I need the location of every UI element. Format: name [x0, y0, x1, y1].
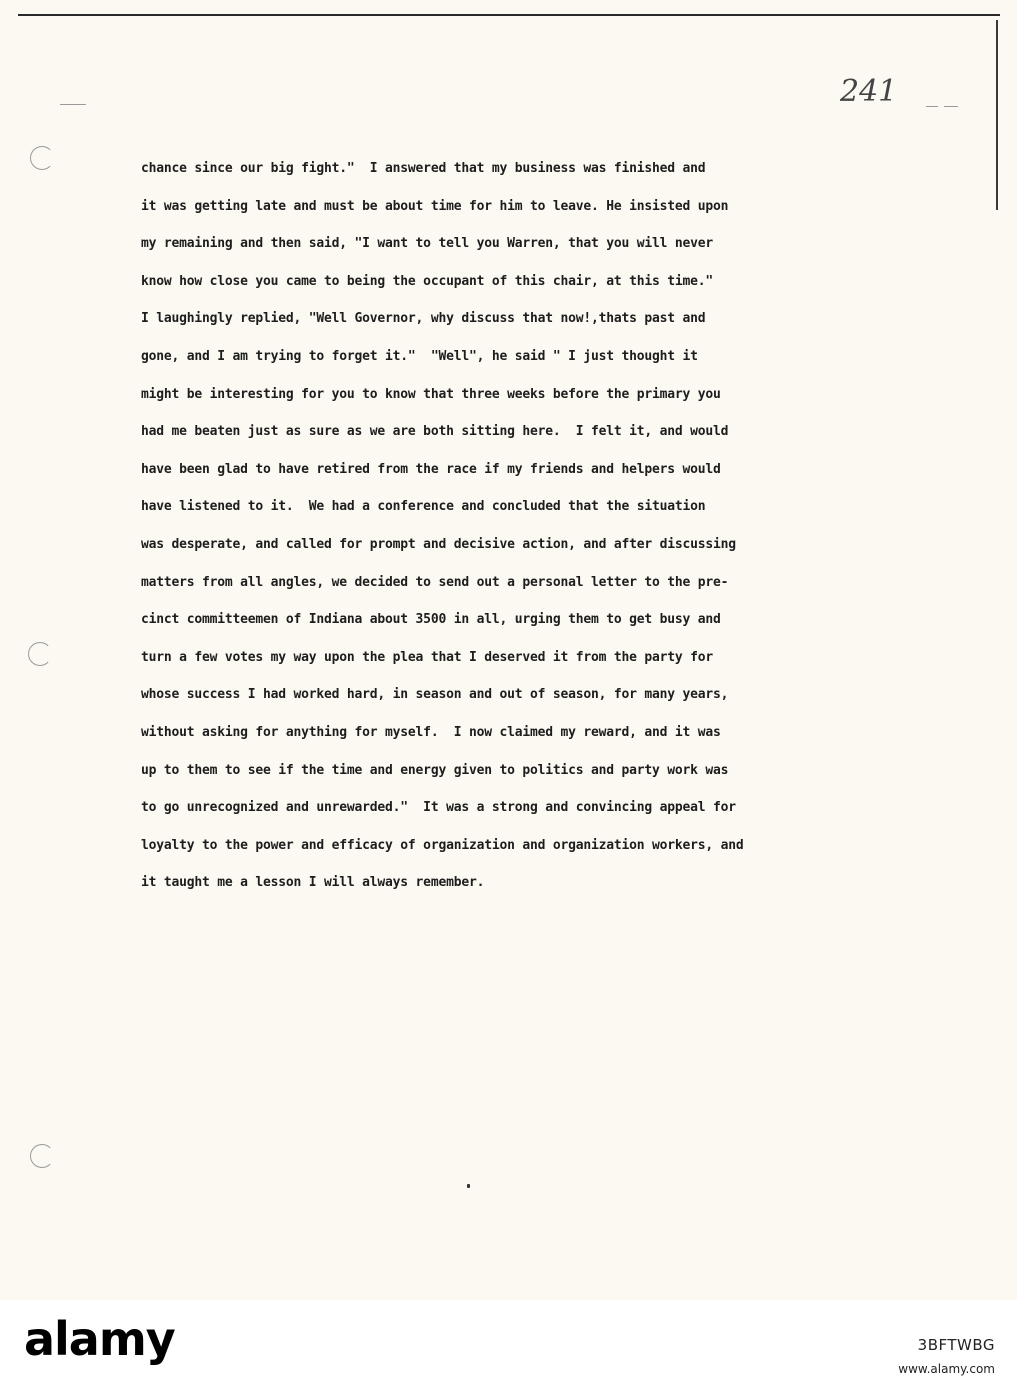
text-line: up to them to see if the time and energy given to politics and party work was	[141, 762, 729, 778]
text-line: cinct committeemen of Indiana about 3500 in all, urging them to get busy and	[141, 612, 721, 628]
margin-mark	[944, 106, 958, 107]
footer-url: www.alamy.com	[898, 1362, 995, 1376]
stray-ink-mark	[467, 1184, 470, 1188]
text-line: my remaining and then said, "I want to tell you Warren, that you will never	[141, 236, 713, 252]
text-line: gone, and I am trying to forget it." "Well", he said " I just thought it	[141, 348, 698, 364]
text-line: chance since our big fight." I answered that my business was finished and	[141, 161, 706, 176]
text-line: turn a few votes my way upon the plea that I deserved it from the party for	[141, 649, 713, 665]
text-line: it was getting late and must be about time for him to leave. He insisted upon	[141, 198, 729, 214]
handwritten-page-number: 241	[840, 74, 898, 109]
punch-hole-mark	[28, 642, 52, 666]
punch-hole-mark	[30, 146, 54, 170]
text-line: had me beaten just as sure as we are both sitting here. I felt it, and would	[141, 424, 729, 440]
page-edge-top	[18, 14, 1000, 16]
text-line: it taught me a lesson I will always remember.	[141, 875, 485, 891]
text-line: whose success I had worked hard, in season and out of season, for many years,	[141, 687, 729, 703]
footer-image-id: 3BFTWBG	[917, 1336, 995, 1354]
footer-logo: alamy	[24, 1312, 175, 1366]
text-line: was desperate, and called for prompt and decisive action, and after discussing	[141, 536, 736, 552]
text-line: matters from all angles, we decided to send out a personal letter to the pre-	[141, 574, 729, 590]
text-line: without asking for anything for myself. I now claimed my reward, and it was	[141, 724, 721, 740]
punch-hole-mark	[30, 1144, 54, 1168]
margin-mark	[60, 104, 86, 105]
text-line: know how close you came to being the occupant of this chair, at this time."	[141, 273, 713, 289]
text-line: to go unrecognized and unrewarded." It was a strong and convincing appeal for	[141, 800, 736, 816]
page-edge-right	[996, 20, 998, 210]
text-line: I laughingly replied, "Well Governor, why discuss that now!,thats past and	[141, 311, 706, 327]
text-line: have been glad to have retired from the race if my friends and helpers would	[141, 461, 721, 477]
text-line: have listened to it. We had a conference and concluded that the situation	[141, 499, 706, 515]
margin-mark	[926, 106, 938, 107]
typed-body-text	[141, 150, 916, 902]
text-line: loyalty to the power and efficacy of organization and organization workers, and	[141, 837, 744, 853]
text-line: might be interesting for you to know that three weeks before the primary you	[141, 386, 721, 402]
